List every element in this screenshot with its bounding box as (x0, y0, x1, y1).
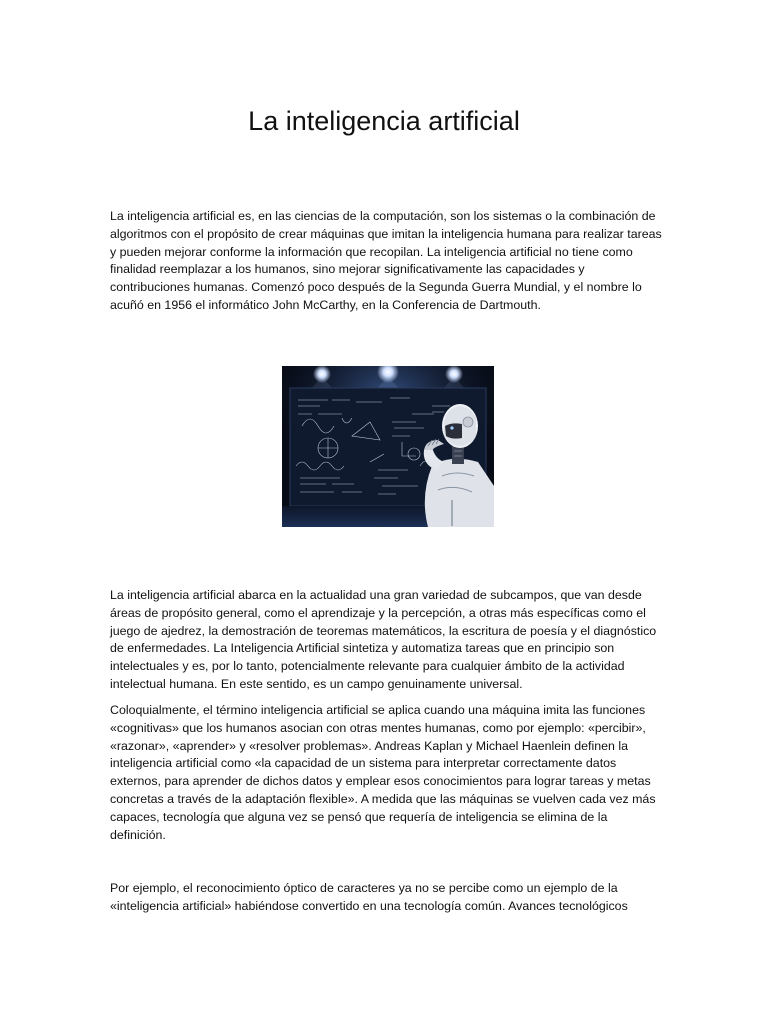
paragraph-example: Por ejemplo, el reconocimiento óptico de caracteres ya no se percibe como un ejemplo de la «inteligencia artificial» habiéndose convertido en una tecnología común. Avances tecnológicos (110, 881, 628, 913)
paragraph-subfields: La inteligencia artificial abarca en la actualidad una gran variedad de subcampos, que van desde áreas de propósito general, como el aprendizaje y la percepción, a otras más específicas como el juego de ajedrez, la demostración de teoremas matemáticos, la escritura de poesía y el diagnóstico de enfermedades. La Inteligencia Artificial sintetiza y automatiza tareas que en principio son intelectuales y es, por lo tanto, potencialmente relevante para cualquier ámbito de la actividad intelectual humana. En este sentido, es un campo genuinamente universal. (110, 588, 657, 691)
robot-chalkboard-image (282, 366, 494, 527)
page-title: La inteligencia artificial (248, 106, 520, 136)
paragraph-colloquial: Coloquialmente, el término inteligencia artificial se aplica cuando una máquina imita las funciones «cognitivas» que los humanos asocian con otras mentes humanas, como por ejemplo: «percibir», «razonar», «aprender» y «resolver problemas». Andreas Kaplan y Michael Haenlein definen la inteligencia artificial como «la capacidad de un sistema para interpretar correctamente datos externos, para aprender de dichos datos y emplear esos conocimientos para lograr tareas y metas concretas a través de la adaptación flexible». A medida que las máquinas se vuelven cada vez más capaces, tecnología que alguna vez se pensó que requería de inteligencia se elimina de la definición. (110, 703, 656, 842)
robot-chalkboard-illustration (282, 366, 494, 527)
paragraph-intro: La inteligencia artificial es, en las ciencias de la computación, son los sistemas o la combinación de algoritmos con el propósito de crear máquinas que imitan la inteligencia humana para realizar tareas y pueden mejorar conforme la información que recopilan. La inteligencia artificial no tiene como finalidad reemplazar a los humanos, sino mejorar significativamente las capacidades y contribuciones humanas. Comenzó poco después de la Segunda Guerra Mundial, y el nombre lo acuñó en 1956 el informático John McCarthy, en la Conferencia de Dartmouth. (110, 209, 662, 312)
